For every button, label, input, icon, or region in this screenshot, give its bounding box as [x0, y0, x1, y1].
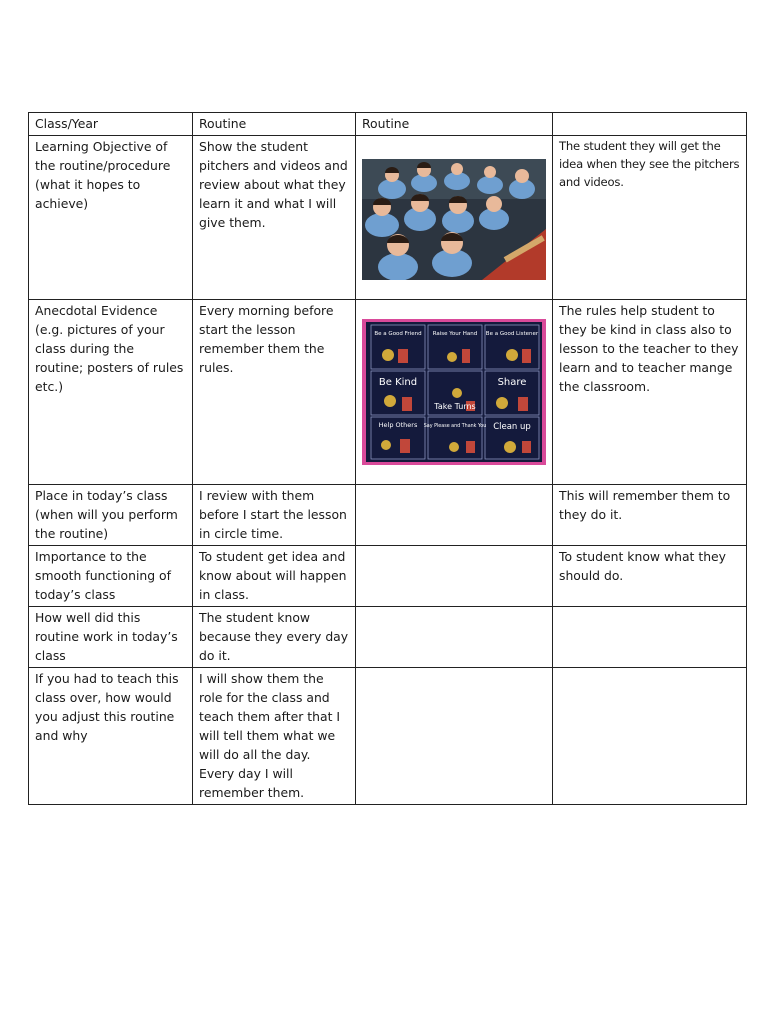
table-row	[29, 300, 747, 485]
row-label: Anecdotal Evidence (e.g. pictures of your class during the routine; posters of rules etc.)	[29, 300, 193, 485]
routine-table	[28, 112, 747, 805]
row-note: The rules help student to they be kind in class also to lesson to the teacher to they learn and to teacher mange the classroom.	[553, 300, 747, 485]
row-label: Place in today’s class (when will you perform the routine)	[29, 485, 193, 546]
row-routine: I will show them the role for the class and teach them after that I will tell them what we will do all the day. Every day I will remember them.	[193, 668, 356, 805]
row-empty-cell	[356, 668, 553, 805]
header-empty	[553, 113, 747, 136]
table-row	[29, 546, 747, 607]
class-rules-poster	[362, 319, 546, 465]
row-routine: I review with them before I start the lesson in circle time.	[193, 485, 356, 546]
header-routine-2: Routine	[356, 113, 553, 136]
table-row	[29, 607, 747, 668]
row-routine: Every morning before start the lesson remember them the rules.	[193, 300, 356, 485]
table-row	[29, 668, 747, 805]
row-empty-cell	[356, 607, 553, 668]
poster-label: Help Others	[378, 421, 418, 429]
row-routine: Show the student pitchers and videos and review about what they learn it and what I will give them.	[193, 136, 356, 300]
poster-label: Be a Good Listener	[485, 331, 539, 337]
row-empty-cell	[356, 485, 553, 546]
poster-label: Raise Your Hand	[432, 331, 478, 337]
header-routine-1: Routine	[193, 113, 356, 136]
row-empty-cell	[356, 546, 553, 607]
row-note	[553, 607, 747, 668]
row-label: How well did this routine work in today’s class	[29, 607, 193, 668]
row-label: Learning Objective of the routine/procedure (what it hopes to achieve)	[29, 136, 193, 300]
table-row	[29, 136, 747, 300]
poster-label: Share	[497, 377, 527, 388]
poster-label: Clean up	[493, 422, 531, 432]
row-label: Importance to the smooth functioning of today’s class	[29, 546, 193, 607]
row-note	[553, 668, 747, 805]
header-row	[29, 113, 747, 136]
row-note: To student know what they should do.	[553, 546, 747, 607]
row-note: This will remember them to they do it.	[553, 485, 747, 546]
row-note: The student they will get the idea when they see the pitchers and videos.	[553, 136, 747, 300]
header-class-year: Class/Year	[29, 113, 193, 136]
poster-label: Say Please and Thank You	[423, 424, 487, 429]
table-row	[29, 485, 747, 546]
row-routine: To student get idea and know about will happen in class.	[193, 546, 356, 607]
classroom-children-photo	[362, 159, 546, 280]
row-routine: The student know because they every day do it.	[193, 607, 356, 668]
poster-label: Be a Good Friend	[374, 331, 422, 337]
poster-label: Take Turns	[434, 402, 476, 411]
poster-label: Be Kind	[378, 377, 418, 388]
row-label: If you had to teach this class over, how would you adjust this routine and why	[29, 668, 193, 805]
